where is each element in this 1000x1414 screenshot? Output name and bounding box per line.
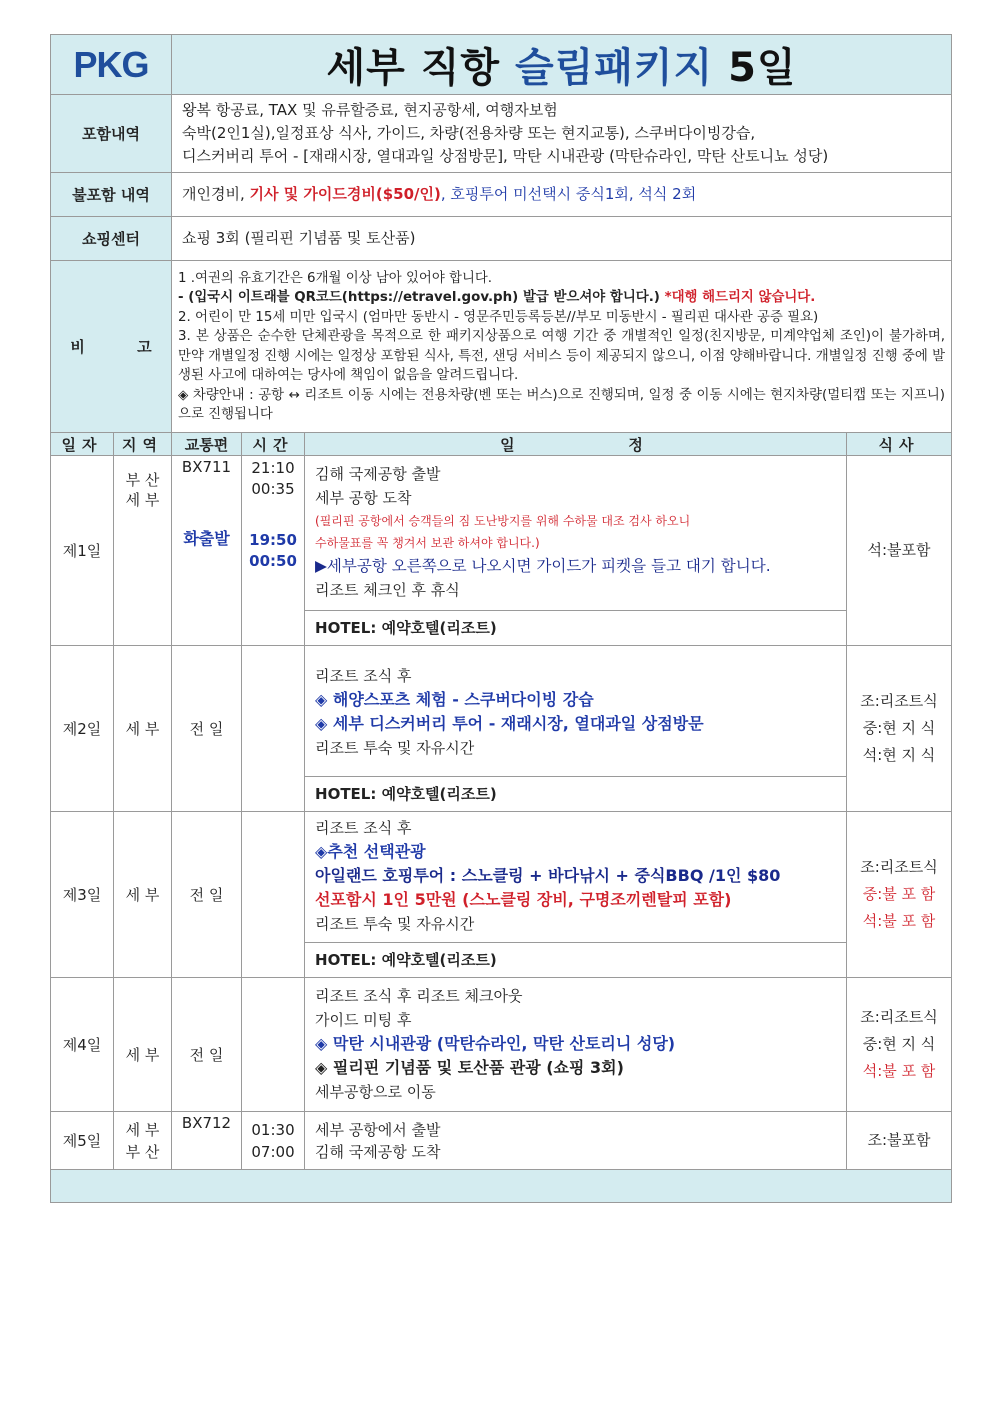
no-agency-note: *대행 해드리지 않습니다. xyxy=(659,290,816,305)
schedule-line: 리조트 투숙 및 자유시간 xyxy=(315,915,475,933)
schedule-line: 김해 국제공항 도착 xyxy=(315,1142,441,1161)
includes-content xyxy=(172,95,952,173)
day2-meal xyxy=(847,646,952,812)
day2-schedule xyxy=(305,646,847,812)
title-part1: 세부 직항 xyxy=(326,45,515,91)
day5-region-to: 부 산 xyxy=(125,1142,160,1161)
schedule-line: 김해 국제공항 출발 xyxy=(315,465,441,483)
schedule-line: 세부 공항에서 출발 xyxy=(315,1120,441,1139)
day2-times xyxy=(242,646,305,812)
meal-dinner: 석:불 포 함 xyxy=(862,912,936,930)
day5-schedule xyxy=(305,1112,847,1170)
city-tour: ◈ 막탄 시내관광 (막탄슈라인, 막탄 산토리니 성당) xyxy=(315,1034,676,1053)
remarks-line: 1 .여권의 유효기간은 6개월 이상 남아 있어야 합니다. xyxy=(178,270,493,286)
optional-tour-title: ◈추천 선택관광 xyxy=(315,842,426,861)
day1-region-to: 세 부 xyxy=(125,491,160,509)
title-part2: 슬림패키지 xyxy=(514,45,714,91)
itinerary-table xyxy=(50,34,952,1203)
day3-region: 세 부 xyxy=(114,812,172,978)
day5-date: 제5일 xyxy=(51,1112,114,1170)
schedule-line: 가이드 미팅 후 xyxy=(315,1011,412,1029)
meal-lunch: 중:현 지 식 xyxy=(862,1035,936,1053)
day3-row xyxy=(51,812,952,978)
meal-breakfast: 조:리조트식 xyxy=(860,1008,938,1026)
shopping-text: 쇼핑 3회 (필리핀 기념품 및 토산품) xyxy=(172,217,952,261)
schedule-line: ◈ 세부 디스커버리 투어 - 재래시장, 열대과일 상점방문 xyxy=(315,714,704,733)
day3-schedule xyxy=(305,812,847,978)
day3-hotel: HOTEL: 예약호텔(리조트) xyxy=(305,942,846,977)
baggage-warning: (필리핀 공항에서 승객들의 짐 도난방지를 위해 수하물 대조 검사 하오니 xyxy=(315,514,691,528)
day4-transport: 전 일 xyxy=(172,978,242,1112)
page-title xyxy=(172,35,952,95)
meal-dinner: 석:불 포 함 xyxy=(862,1062,936,1080)
remarks-line: 3. 본 상품은 순수한 단체관광을 목적으로 한 패키지상품으로 여행 기간 중 개별적인 일정(친지방문, 미계약업체 조인)이 불가하며, 만약 개별일정 진행 시에는 일정상 포함된 식사, 특전, 샌딩 서비스 등이 제공되지 않으니, 이점 양해바랍니다. 개별일정 진행 중에 발생된 사고에 대하여는 당사에 책임이 없음을 알려드립니다. xyxy=(178,329,946,383)
day2-region: 세 부 xyxy=(114,646,172,812)
remarks-line: 2. 어린이 만 15세 미만 입국시 (엄마만 동반시 - 영문주민등록등본//부모 미동반시 - 필리핀 대사관 공증 필요) xyxy=(178,309,819,325)
excludes-text: 개인경비, xyxy=(182,185,250,203)
day1-flight: BX711 xyxy=(181,458,232,476)
schedule-line: 리조트 조식 후 xyxy=(315,819,412,837)
remarks-line: ◈ 차량안내 : 공항 ↔ 리조트 이동 시에는 전용차량(벤 또는 버스)으로 진행되며, 일정 중 이동 시에는 현지차량(멀티캡 또는 지프니)으로 진행됩니다 xyxy=(178,387,946,422)
excludes-content xyxy=(172,173,952,217)
excludes-label: 불포함 내역 xyxy=(51,173,172,217)
day3-times xyxy=(242,812,305,978)
etravel-note: - (입국시 이트래블 QR코드(https://etravel.gov.ph) 발급 받으셔야 합니다.) xyxy=(178,290,660,305)
day1-region xyxy=(114,456,172,646)
day5-time-arr: 07:00 xyxy=(251,1142,295,1161)
day4-date: 제4일 xyxy=(51,978,114,1112)
remarks-label: 비 고 xyxy=(51,261,172,433)
day2-transport: 전 일 xyxy=(172,646,242,812)
day1-meal: 석:불포함 xyxy=(847,456,952,646)
day4-times xyxy=(242,978,305,1112)
day1-time-arr: 00:35 xyxy=(251,480,295,498)
col-region: 지역 xyxy=(114,433,172,456)
schedule-line: 리조트 조식 후 리조트 체크아웃 xyxy=(315,987,523,1005)
day5-region xyxy=(114,1112,172,1170)
day3-transport: 전 일 xyxy=(172,812,242,978)
day1-region-from: 부 산 xyxy=(125,471,160,489)
day1-time-dep2: 19:50 xyxy=(249,531,297,549)
schedule-line: 리조트 투숙 및 자유시간 xyxy=(315,739,475,757)
schedule-line: 세부 공항 도착 xyxy=(315,489,412,507)
day1-transport-note: 화출발 xyxy=(183,529,230,548)
excludes-meals: , 호핑투어 미선택시 중식1회, 석식 2회 xyxy=(440,185,697,203)
meal-dinner: 석:현 지 식 xyxy=(862,746,936,764)
day5-region-from: 세 부 xyxy=(125,1120,160,1139)
day1-time-arr2: 00:50 xyxy=(249,552,297,570)
day2-row xyxy=(51,646,952,812)
includes-label: 포함내역 xyxy=(51,95,172,173)
remarks-content xyxy=(172,261,952,433)
day5-flight: BX712 xyxy=(172,1112,242,1170)
prepay-offer: 선포함시 1인 5만원 (스노클링 장비, 구명조끼렌탈피 포함) xyxy=(315,890,732,909)
remarks-line xyxy=(178,288,945,308)
col-meal: 식사 xyxy=(847,433,952,456)
day1-transport xyxy=(172,456,242,646)
day1-hotel: HOTEL: 예약호텔(리조트) xyxy=(305,610,846,645)
itinerary-sheet xyxy=(50,34,951,1203)
hopping-tour: 아일랜드 호핑투어 : 스노클링 + 바다낚시 + 중식BBQ /1인 $80 xyxy=(315,866,781,885)
col-time: 시간 xyxy=(242,433,305,456)
includes-line: 디스커버리 투어 - [재래시장, 열대과일 상점방문], 막탄 시내관광 (막탄슈라인, 막탄 산토니뇨 성당) xyxy=(182,147,829,165)
day1-times xyxy=(242,456,305,646)
guide-meeting-note: ▶세부공항 오른쪽으로 나오시면 가이드가 피켓을 들고 대기 합니다. xyxy=(315,557,771,575)
day1-date: 제1일 xyxy=(51,456,114,646)
day5-meal: 조:불포함 xyxy=(847,1112,952,1170)
col-transport: 교통편 xyxy=(172,433,242,456)
day3-meal xyxy=(847,812,952,978)
shopping-label: 쇼핑센터 xyxy=(51,217,172,261)
col-date: 일자 xyxy=(51,433,114,456)
excludes-guide-fee: 기사 및 가이드경비($50/인) xyxy=(249,185,441,203)
day1-schedule xyxy=(305,456,847,646)
meal-lunch: 중:현 지 식 xyxy=(862,719,936,737)
baggage-warning: 수하물표를 꼭 챙겨서 보관 하셔야 합니다.) xyxy=(315,536,540,550)
schedule-line: 리조트 체크인 후 휴식 xyxy=(315,581,460,599)
day5-row xyxy=(51,1112,952,1170)
shopping-tour: ◈ 필리핀 기념품 및 토산품 관광 (쇼핑 3회) xyxy=(315,1058,624,1077)
day4-meal xyxy=(847,978,952,1112)
day5-time-dep: 01:30 xyxy=(251,1120,295,1139)
day2-date: 제2일 xyxy=(51,646,114,812)
day4-region: 세 부 xyxy=(114,978,172,1112)
schedule-line: ◈ 해양스포츠 체험 - 스쿠버다이빙 강습 xyxy=(315,690,594,709)
day1-time-dep: 21:10 xyxy=(251,459,295,477)
day2-hotel: HOTEL: 예약호텔(리조트) xyxy=(305,776,846,811)
meal-lunch: 중:불 포 함 xyxy=(862,885,936,903)
meal-breakfast: 조:리조트식 xyxy=(860,692,938,710)
title-part3: 5일 xyxy=(713,45,797,91)
schedule-line: 리조트 조식 후 xyxy=(315,667,412,685)
pkg-logo: PKG xyxy=(51,35,172,95)
day3-date: 제3일 xyxy=(51,812,114,978)
col-schedule: 일 정 xyxy=(305,433,847,456)
includes-line: 숙박(2인1실),일정표상 식사, 가이드, 차량(전용차량 또는 현지교통), 스쿠버다이빙강습, xyxy=(182,124,756,142)
day5-times xyxy=(242,1112,305,1170)
meal-breakfast: 조:리조트식 xyxy=(860,858,938,876)
day1-row xyxy=(51,456,952,646)
includes-line: 왕복 항공료, TAX 및 유류할증료, 현지공항세, 여행자보험 xyxy=(182,101,558,119)
day4-schedule xyxy=(305,978,847,1112)
day4-row xyxy=(51,978,952,1112)
footer-band xyxy=(51,1170,952,1203)
schedule-line: 세부공항으로 이동 xyxy=(315,1083,436,1101)
